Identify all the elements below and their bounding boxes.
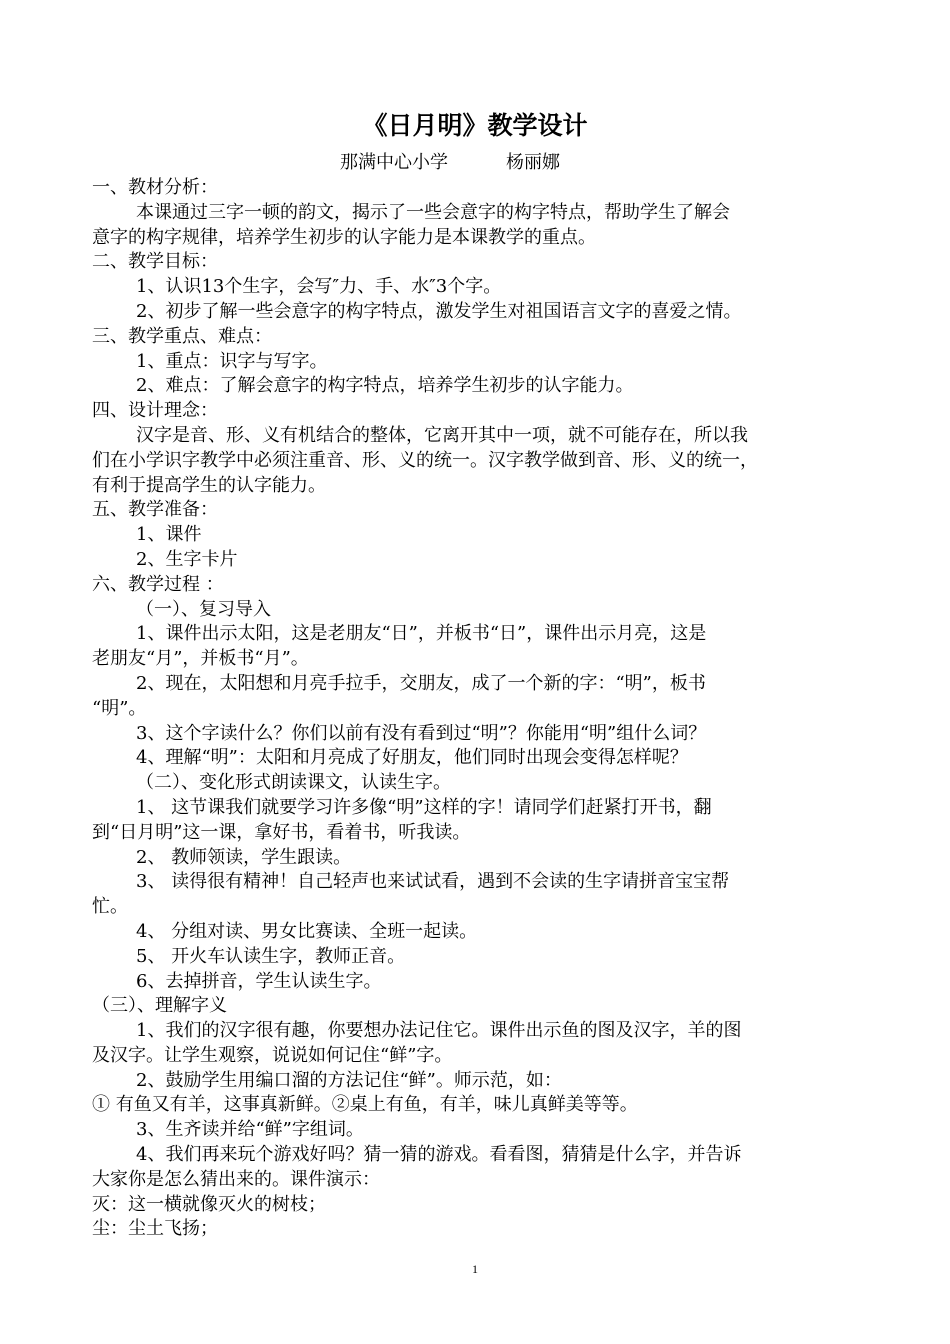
text-line: 四、设计理念： bbox=[92, 400, 218, 422]
text-line: 2、 教师领读，学生跟读。 bbox=[136, 846, 352, 868]
text-line: 3、生齐读并给“鲜”字组词。 bbox=[136, 1119, 364, 1141]
text-line: 灭：这一横就像灭火的树枝； bbox=[92, 1193, 326, 1215]
text-line: 一、教材分析： bbox=[92, 177, 218, 198]
text-line: 汉字是音、形、义有机结合的整体，它离开其中一项，就不可能存在，所以我 bbox=[136, 424, 748, 446]
text-line: 4、我们再来玩个游戏好吗？猜一猜的游戏。看看图，猜猜是什么字，并告诉 bbox=[136, 1144, 742, 1166]
text-line: 2、现在，太阳想和月亮手拉手，交朋友，成了一个新的字：“明”，板书 bbox=[136, 672, 706, 694]
text-line: 三、教学重点、难点： bbox=[92, 325, 272, 347]
document-body bbox=[92, 176, 880, 1242]
text-line: 4、 分组对读、男女比赛读、全班一起读。 bbox=[136, 920, 478, 942]
school-name: 那满中心小学 bbox=[340, 152, 448, 173]
text-line: （三）、理解字义 bbox=[92, 995, 227, 1017]
text-line: 6、去掉拼音，学生认读生字。 bbox=[136, 970, 382, 992]
text-line: “明”。 bbox=[92, 697, 147, 719]
text-line: 本课通过三字一顿的韵文，揭示了一些会意字的构字特点，帮助学生了解会 bbox=[136, 201, 730, 223]
text-line: 2、生字卡片 bbox=[136, 548, 238, 570]
text-line: 二、教学目标： bbox=[92, 251, 218, 273]
text-line: ① 有鱼又有羊，这事真新鲜。②桌上有鱼，有羊，味儿真鲜美等等。 bbox=[92, 1094, 638, 1116]
document-title: 《日月明》教学设计 bbox=[362, 111, 588, 140]
text-line: 2、鼓励学生用编口溜的方法记住“鲜”。师示范，如： bbox=[136, 1069, 562, 1091]
text-line: 1、课件 bbox=[136, 524, 202, 546]
text-line: 尘：尘土飞扬； bbox=[92, 1218, 218, 1240]
text-line: 3、这个字读什么？你们以前有没有看到过“明”？你能用“明”组什么词？ bbox=[136, 722, 707, 744]
text-line: 4、理解“明”：太阳和月亮成了好朋友，他们同时出现会变得怎样呢？ bbox=[136, 747, 688, 769]
author-name: 杨丽娜 bbox=[506, 152, 560, 173]
text-line: 5、 开火车认读生字，教师正音。 bbox=[136, 945, 406, 967]
text-line: 1、 这节课我们就要学习许多像“明”这样的字！请同学们赶紧打开书，翻 bbox=[136, 796, 712, 818]
text-line: 2、难点：了解会意字的构字特点，培养学生初步的认字能力。 bbox=[136, 375, 634, 397]
text-line: 老朋友“月”，并板书“月”。 bbox=[92, 648, 309, 670]
text-line: 大家你是怎么猜出来的。课件演示： bbox=[92, 1168, 380, 1190]
text-line: 到“日月明”这一课，拿好书，看着书，听我读。 bbox=[92, 821, 471, 843]
text-line: 1、重点：识字与写字。 bbox=[136, 350, 328, 372]
page-number: 1 bbox=[472, 1262, 478, 1276]
text-line: 3、 读得很有精神！自己轻声也来试试看，遇到不会读的生字请拼音宝宝帮 bbox=[136, 871, 730, 893]
text-line: 2、初步了解一些会意字的构字特点，激发学生对祖国语言文字的喜爱之情。 bbox=[136, 300, 742, 322]
text-line: 意字的构字规律，培养学生初步的认字能力是本课教学的重点。 bbox=[92, 226, 596, 248]
byline bbox=[340, 150, 560, 176]
text-line: （二）、变化形式朗读课文，认读生字。 bbox=[136, 772, 451, 794]
text-line: 有利于提高学生的认字能力。 bbox=[92, 474, 326, 496]
text-line: 1、认识13个生字，会写″力、手、水″3个字。 bbox=[136, 276, 502, 298]
text-line: 1、我们的汉字很有趣，你要想办法记住它。课件出示鱼的图及汉字，羊的图 bbox=[136, 1020, 742, 1042]
text-line: 们在小学识字教学中必须注重音、形、义的统一。汉字教学做到音、形、义的统一， bbox=[92, 449, 758, 471]
text-line: （一）、复习导入 bbox=[136, 598, 271, 620]
text-line: 1、课件出示太阳，这是老朋友“日”，并板书“日”，课件出示月亮，这是 bbox=[136, 623, 707, 645]
text-line: 六、教学过程 ： bbox=[92, 573, 224, 595]
text-line: 忙。 bbox=[92, 896, 128, 918]
text-line: 五、教学准备： bbox=[92, 499, 218, 521]
text-line: 及汉字。让学生观察，说说如何记住“鲜”字。 bbox=[92, 1044, 453, 1066]
